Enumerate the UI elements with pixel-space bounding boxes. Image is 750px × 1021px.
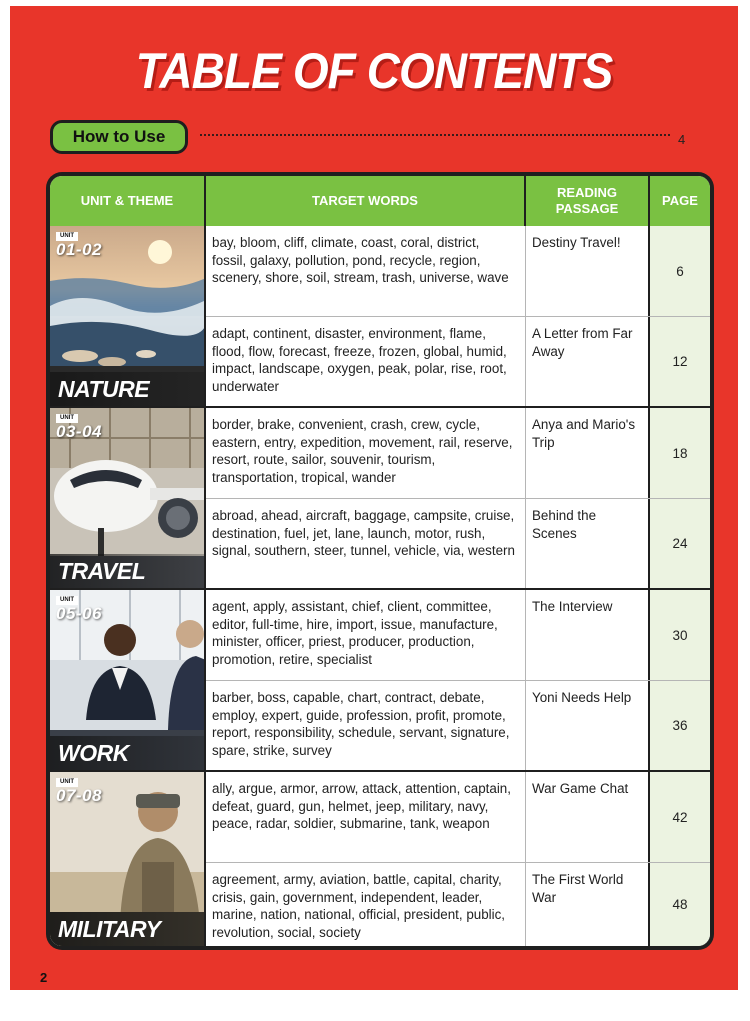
- reading-passage-link[interactable]: The First World War: [526, 863, 650, 946]
- reading-passage-link[interactable]: Yoni Needs Help: [526, 681, 650, 770]
- header-page: PAGE: [650, 176, 710, 226]
- page-number: 30: [650, 590, 710, 680]
- unit-cell-nature[interactable]: [50, 226, 206, 408]
- target-words: agreement, army, aviation, battle, capital, charity, crisis, gain, government, independent, leader, marine, nation, national, official, president, public, revolution, social, society: [206, 863, 526, 946]
- target-words: border, brake, convenient, crash, crew, cycle, eastern, entry, expedition, movement, rail, reserve, resort, route, sailor, souvenir, tourism, transportation, tropical, wander: [206, 408, 526, 498]
- target-words: adapt, continent, disaster, environment, flame, flood, flow, forecast, freeze, frozen, global, humid, impact, landscape, oxygen, peak, polar, rise, root, underwater: [206, 317, 526, 406]
- page-number: 6: [650, 226, 710, 316]
- header-reading-passage-line1: READING: [557, 185, 617, 200]
- unit-number: 05-06: [56, 604, 102, 623]
- unit-tag: UNIT: [56, 778, 78, 787]
- page-number: 36: [650, 681, 710, 770]
- page-number: 24: [650, 499, 710, 588]
- unit-cell-work[interactable]: [50, 590, 206, 772]
- contents-table: [46, 172, 714, 950]
- header-reading-passage: [526, 176, 650, 226]
- unit-number: 03-04: [56, 422, 102, 441]
- unit-tag: UNIT: [56, 414, 78, 423]
- reading-passage-link[interactable]: War Game Chat: [526, 772, 650, 862]
- dot-leader: [200, 134, 670, 136]
- target-words: barber, boss, capable, chart, contract, debate, employ, expert, guide, profession, profit, promote, report, responsibility, schedule, servant, signature, spare, strike, survey: [206, 681, 526, 770]
- page-title: TABLE OF CONTENTS: [135, 43, 613, 99]
- table-row: [206, 863, 710, 946]
- reading-passage-link[interactable]: A Letter from Far Away: [526, 317, 650, 406]
- unit-number: 01-02: [56, 240, 102, 259]
- theme-name: WORK: [50, 736, 204, 770]
- table-row: [206, 590, 710, 681]
- table-row: [206, 226, 710, 317]
- table-row: [206, 408, 710, 499]
- contents-table-inner: [50, 176, 710, 946]
- reading-passage-link[interactable]: Anya and Mario's Trip: [526, 408, 650, 498]
- unit-number: 07-08: [56, 786, 102, 805]
- table-row: [206, 317, 710, 408]
- page-number: 12: [650, 317, 710, 406]
- target-words: agent, apply, assistant, chief, client, committee, editor, full-time, hire, import, issue, manufacture, minister, officer, priest, producer, production, promotion, retire, specialist: [206, 590, 526, 680]
- unit-tag: UNIT: [56, 596, 78, 605]
- unit-cell-travel[interactable]: [50, 408, 206, 590]
- header-target-words: TARGET WORDS: [206, 176, 526, 226]
- page-number: 18: [650, 408, 710, 498]
- reading-passage-link[interactable]: Behind the Scenes: [526, 499, 650, 588]
- target-words: bay, bloom, cliff, climate, coast, coral, district, fossil, galaxy, pollution, pond, recycle, region, scenery, shore, soil, stream, trash, universe, wave: [206, 226, 526, 316]
- page-number: 48: [650, 863, 710, 946]
- header-reading-passage-line2: PASSAGE: [555, 201, 619, 216]
- how-to-use-page: 4: [678, 132, 686, 147]
- folio-page-number: 2: [40, 970, 48, 985]
- unit-cell-military[interactable]: [50, 772, 206, 946]
- page-background: [10, 6, 738, 990]
- table-row: [206, 499, 710, 590]
- reading-passage-link[interactable]: The Interview: [526, 590, 650, 680]
- header-unit-theme: UNIT & THEME: [50, 176, 206, 226]
- unit-tag: UNIT: [56, 232, 78, 241]
- table-row: [206, 772, 710, 863]
- target-words: ally, argue, armor, arrow, attack, attention, captain, defeat, guard, gun, helmet, jeep, military, navy, peace, radar, soldier, submarine, tank, weapon: [206, 772, 526, 862]
- theme-name: TRAVEL: [50, 554, 204, 588]
- table-row: [206, 681, 710, 772]
- target-words: abroad, ahead, aircraft, baggage, campsite, cruise, destination, fuel, jet, lane, launch, motor, rush, signal, southern, steer, tunnel, vehicle, via, western: [206, 499, 526, 588]
- page-number: 42: [650, 772, 710, 862]
- theme-name: MILITARY: [50, 912, 204, 946]
- how-to-use-button[interactable]: How to Use: [50, 120, 188, 154]
- theme-name: NATURE: [50, 372, 204, 406]
- reading-passage-link[interactable]: Destiny Travel!: [526, 226, 650, 316]
